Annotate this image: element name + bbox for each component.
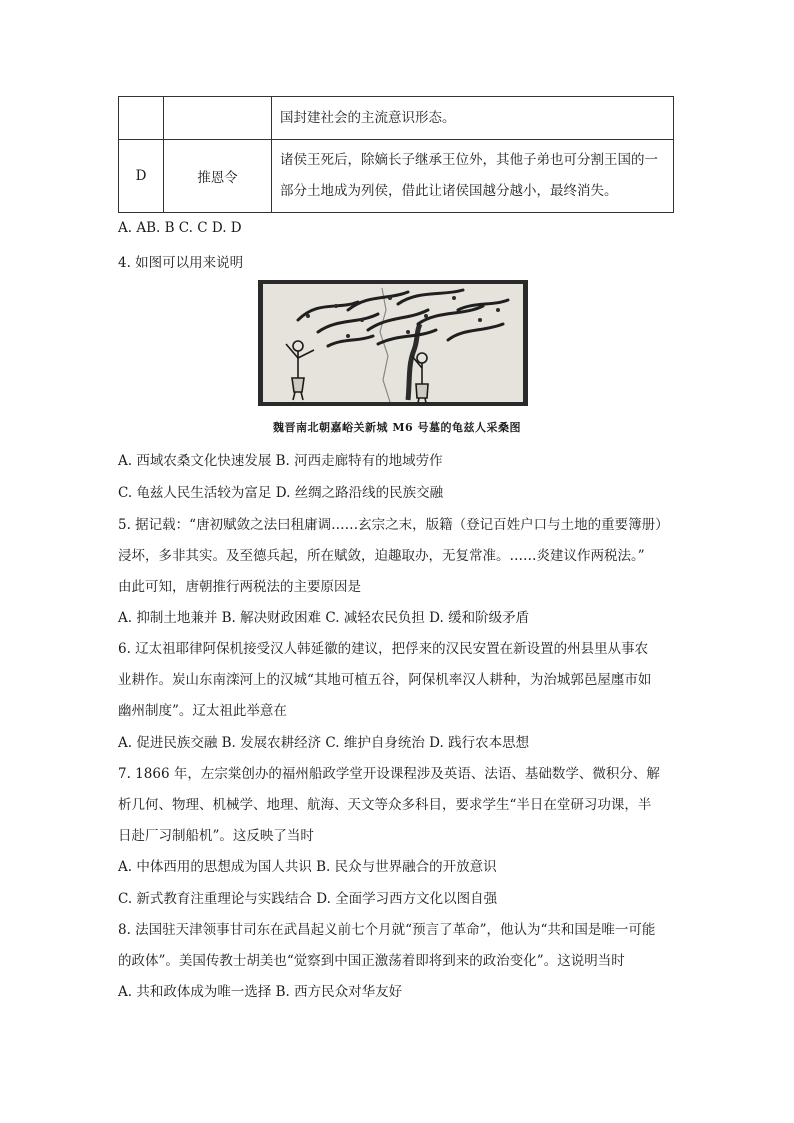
mural-image xyxy=(258,280,528,406)
q5-options: A. 抑制土地兼并 B. 解决财政困难 C. 减轻农民负担 D. 缓和阶级矛盾 xyxy=(118,610,530,626)
q6-stem-line: 业耕作。炭山东南滦河上的汉城“其地可植五谷，阿保机率汉人耕种，为治城郭邑屋廛市如 xyxy=(118,672,652,688)
q3-answer-options: A. AB. B C. C D. D xyxy=(118,220,242,236)
q7-stem-line: 日赴厂习制船机”。这反映了当时 xyxy=(118,828,314,844)
q7-stem-line: 析几何、物理、机械学、地理、航海、天文等众多科目，要求学生“半日在堂研习功课，半 xyxy=(118,797,652,813)
table-cell-line: 国封建社会的主流意识形态。 xyxy=(280,109,456,126)
q5-stem-line: 5. 据记载：“唐初赋敛之法曰租庸调……玄宗之末，版籍（登记百姓户口与土地的重要簿册） xyxy=(118,517,669,533)
q4-stem: 4. 如图可以用来说明 xyxy=(118,255,244,271)
q4-options-line: C. 龟兹人民生活较为富足 D. 丝绸之路沿线的民族交融 xyxy=(118,485,444,501)
q8-stem-line: 的政体”。美国传教士胡美也“觉察到中国正激荡着即将到来的政治变化”。这说明当时 xyxy=(118,953,625,969)
table-cell-label: D xyxy=(119,140,164,213)
q4-options-line: A. 西域农桑文化快速发展 B. 河西走廊特有的地域劳作 xyxy=(118,453,443,469)
q6-stem-line: 幽州制度”。辽太祖此举意在 xyxy=(118,703,287,719)
table-cell-label xyxy=(119,97,164,140)
table-cell-line: 部分土地成为列侯，借此让诸侯国越分越小，最终消失。 xyxy=(280,183,618,199)
q8-stem-line: 8. 法国驻天津领事甘司东在武昌起义前七个月就“预言了革命”，他认为“共和国是唯一可能 xyxy=(118,922,656,938)
q5-stem-line: 浸坏，多非其实。及至德兵起，所在赋敛，迫趣取办，无复常准。……炎建议作两税法。” xyxy=(118,548,645,564)
table-cell-line: 诸侯王死后，除嫡长子继承王位外，其他子弟也可分割王国的一 xyxy=(280,152,658,168)
q7-stem-line: 7. 1866 年，左宗棠创办的福州船政学堂开设课程涉及英语、法语、基础数学、微积分、解 xyxy=(118,766,660,782)
q6-stem-line: 6. 辽太祖耶律阿保机接受汉人韩延徽的建议，把俘来的汉民安置在新设置的州县里从事农 xyxy=(118,641,649,657)
table-cell-content xyxy=(272,97,674,140)
table-cell-name: 推恩令 xyxy=(164,140,272,213)
options-table xyxy=(118,96,674,213)
figure-caption: 魏晋南北朝嘉峪关新城 M6 号墓的龟兹人采桑图 xyxy=(273,421,521,434)
q7-options-line: C. 新式教育注重理论与实践结合 D. 全面学习西方文化以图自强 xyxy=(118,891,498,907)
table-cell-name xyxy=(164,97,272,140)
q8-options-line: A. 共和政体成为唯一选择 B. 西方民众对华友好 xyxy=(118,984,403,1000)
table-row xyxy=(119,140,674,213)
table-cell-content xyxy=(272,140,674,213)
table-row xyxy=(119,97,674,140)
q7-options-line: A. 中体西用的思想成为国人共识 B. 民众与世界融合的开放意识 xyxy=(118,859,497,875)
q6-options: A. 促进民族交融 B. 发展农耕经济 C. 维护自身统治 D. 践行农本思想 xyxy=(118,735,530,751)
q5-stem-line: 由此可知，唐朝推行两税法的主要原因是 xyxy=(118,579,361,595)
